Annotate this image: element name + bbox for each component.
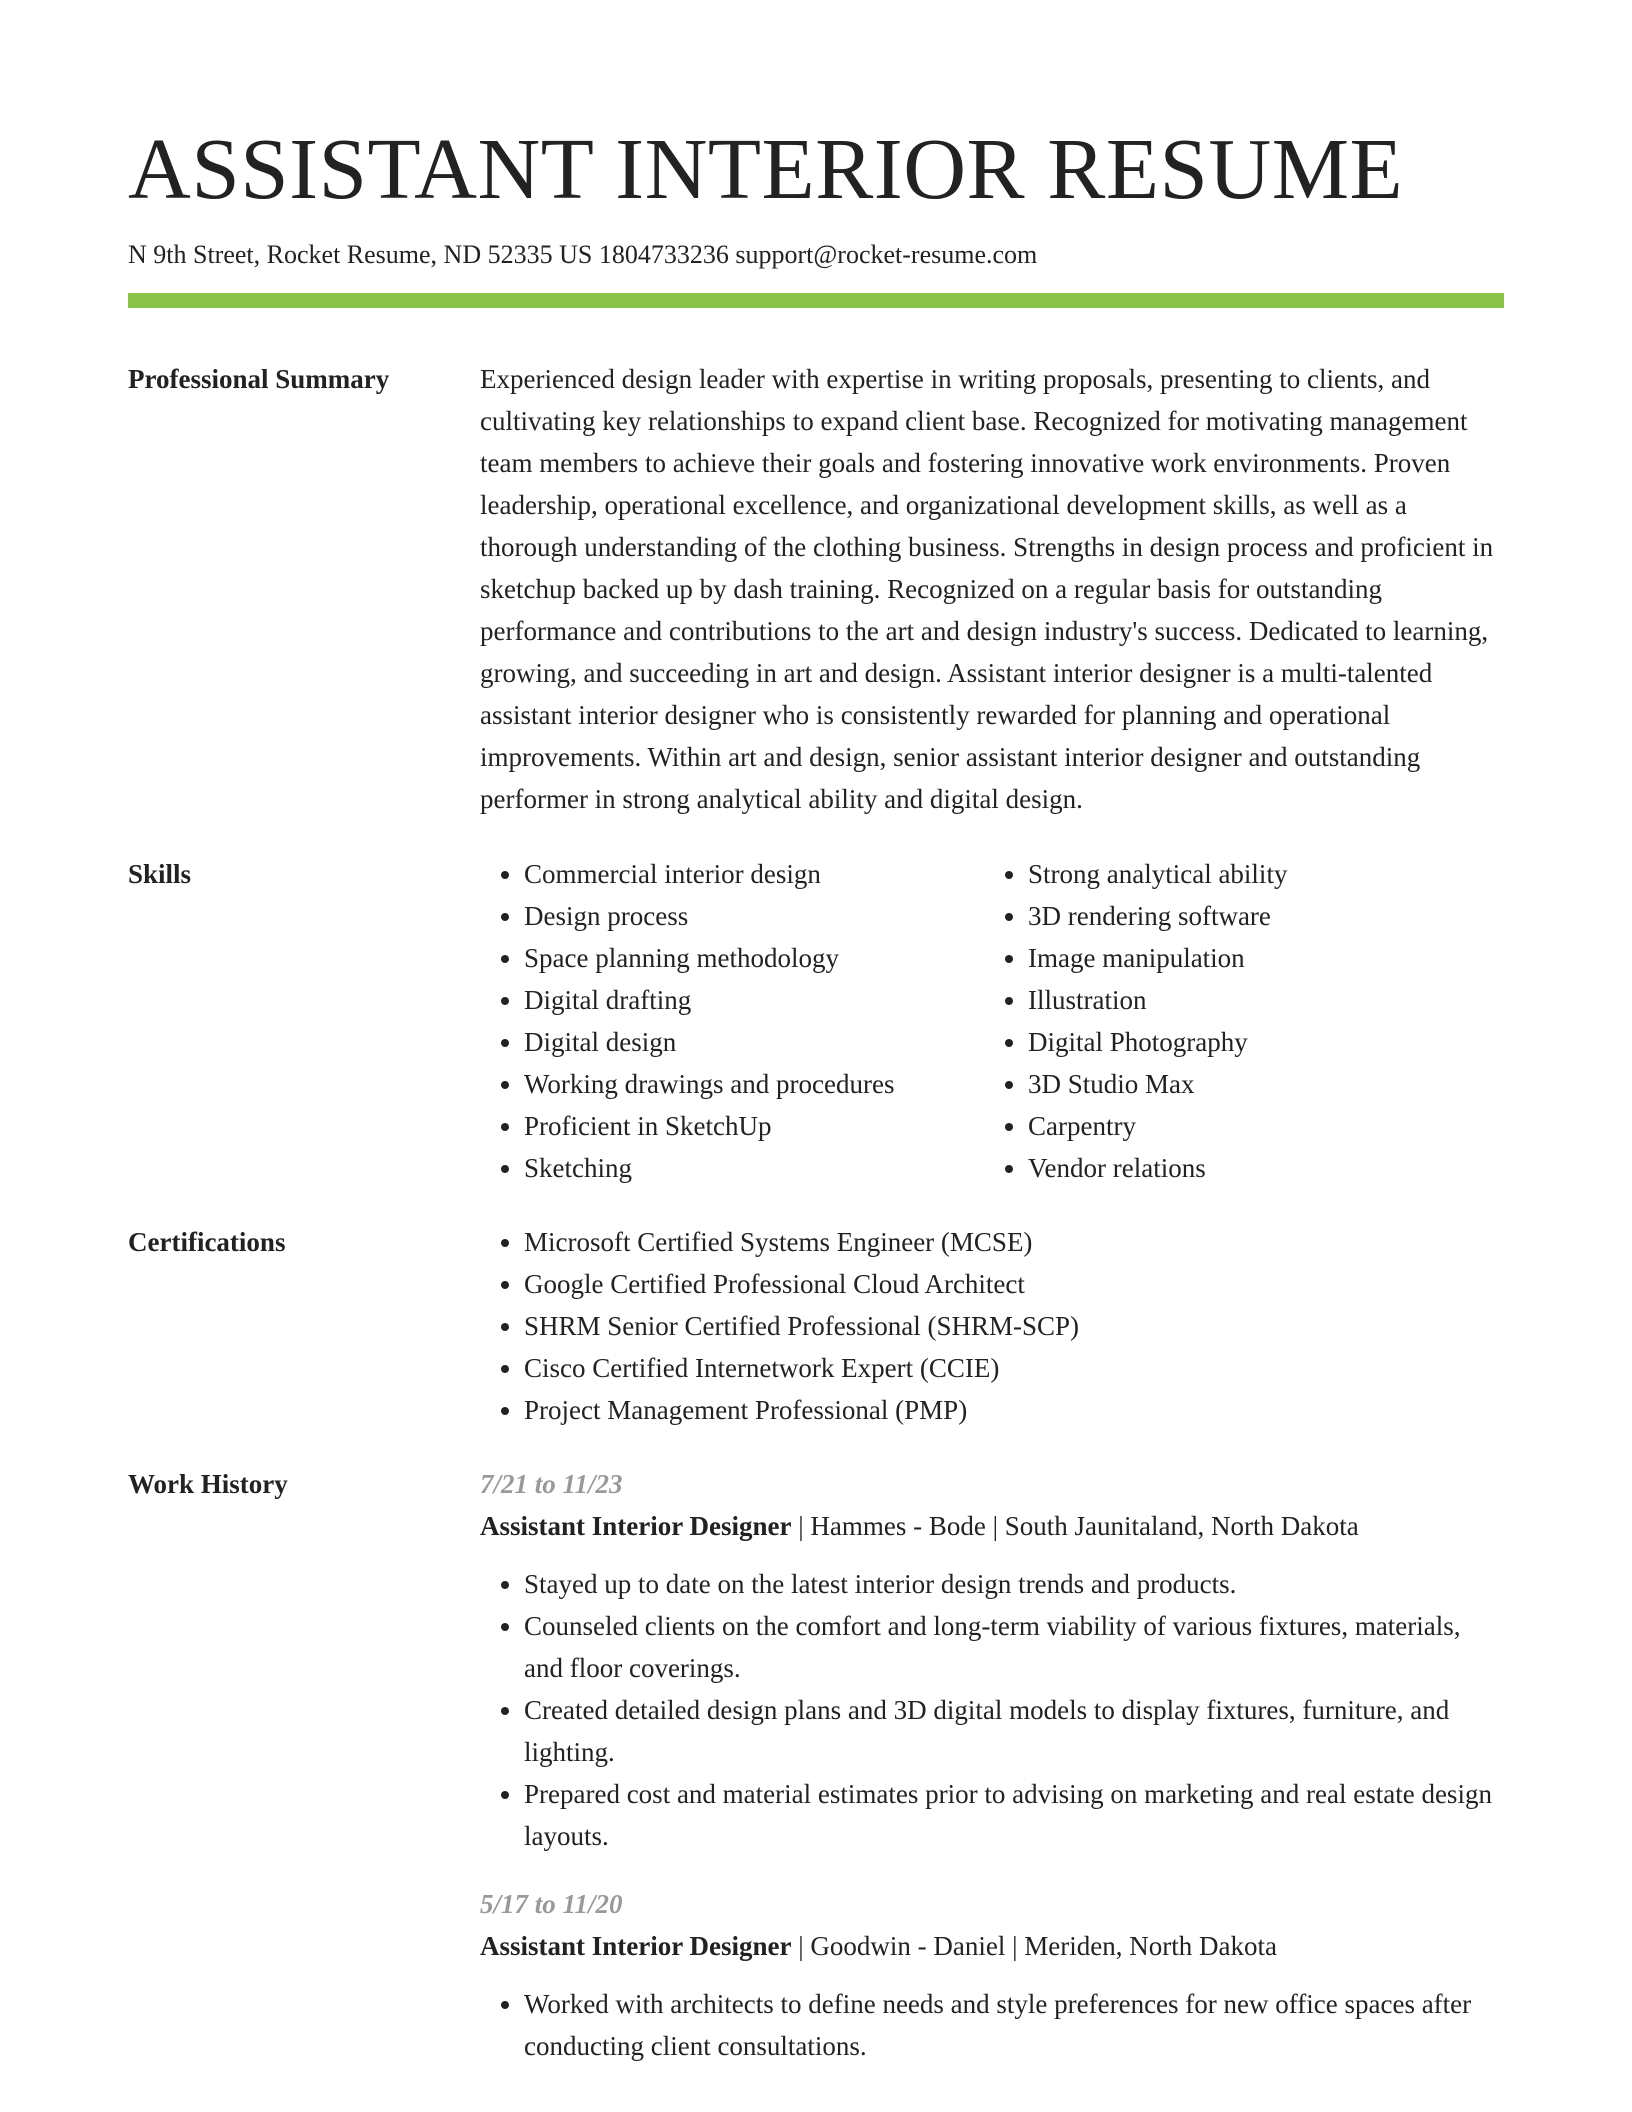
- skill-item: • Digital drafting: [524, 979, 984, 1021]
- skill-item: • Commercial interior design: [524, 853, 984, 895]
- job-bullet: • Stayed up to date on the latest interior design trends and products.: [524, 1563, 1504, 1605]
- job-bullet: • Prepared cost and material estimates prior to advising on marketing and real estate design layouts.: [524, 1773, 1504, 1857]
- resume-page: [128, 0, 1504, 2067]
- skills-list-left: [480, 853, 984, 1189]
- job-bullet-list: [480, 1983, 1504, 2067]
- section-heading: Professional Summary: [128, 364, 390, 394]
- certification-item: • Microsoft Certified Systems Engineer (MCSE): [524, 1221, 1504, 1263]
- certification-item: • SHRM Senior Certified Professional (SHRM-SCP): [524, 1305, 1504, 1347]
- section-heading: Work History: [128, 1469, 288, 1499]
- skill-item: • Proficient in SketchUp: [524, 1105, 984, 1147]
- job-entry: [480, 1463, 1504, 1857]
- job-bullet: • Counseled clients on the comfort and long-term viability of various fixtures, materials, and floor coverings.: [524, 1605, 1504, 1689]
- skill-item: • Carpentry: [1028, 1105, 1504, 1147]
- job-details: | Hammes - Bode | South Jaunitaland, North Dakota: [791, 1511, 1359, 1541]
- job-date: 7/21 to 11/23: [480, 1469, 623, 1499]
- section-heading: Certifications: [128, 1227, 286, 1257]
- skills-list-right: [984, 853, 1504, 1189]
- skill-item: • Design process: [524, 895, 984, 937]
- certification-item: • Google Certified Professional Cloud Architect: [524, 1263, 1504, 1305]
- certification-item: • Cisco Certified Internetwork Expert (CCIE): [524, 1347, 1504, 1389]
- job-title: Assistant Interior Designer: [480, 1931, 792, 1961]
- skill-item: • 3D rendering software: [1028, 895, 1504, 937]
- skill-item: • Vendor relations: [1028, 1147, 1504, 1189]
- certification-item: • Project Management Professional (PMP): [524, 1389, 1504, 1431]
- contact-info: N 9th Street, Rocket Resume, ND 52335 US 1804733236 support@rocket-resume.com: [128, 240, 1038, 269]
- skill-item: • Working drawings and procedures: [524, 1063, 984, 1105]
- skill-item: • Digital Photography: [1028, 1021, 1504, 1063]
- job-bullet-list: [480, 1563, 1504, 1857]
- certifications-list: [480, 1221, 1504, 1431]
- job-details: | Goodwin - Daniel | Meriden, North Dakota: [791, 1931, 1277, 1961]
- resume-title: ASSISTANT INTERIOR RESUME: [128, 120, 1404, 217]
- skill-item: • Strong analytical ability: [1028, 853, 1504, 895]
- job-bullet: • Worked with architects to define needs and style preferences for new office spaces after conducting client consultations.: [524, 1983, 1504, 2067]
- job-entry: [480, 1883, 1504, 2067]
- certifications-section: [128, 1221, 1504, 1431]
- skill-item: • Digital design: [524, 1021, 984, 1063]
- job-title: Assistant Interior Designer: [480, 1511, 792, 1541]
- professional-summary-section: [128, 358, 1504, 820]
- summary-text: Experienced design leader with expertise in writing proposals, presenting to clients, and cultivating key relationships to expand client base. Recognized for motivating management team members to achieve their goals and fostering innovative work environments. Proven leadership, operational excellence, and organizational development skills, as well as a thorough understanding of the clothing business. Strengths in design process and proficient in sketchup backed up by dash training. Recognized on a regular basis for outstanding performance and contributions to the art and design industry's success. Dedicated to learning, growing, and succeeding in art and design. Assistant interior designer is a multi-talented assistant interior designer who is consistently rewarded for planning and operational improvements. Within art and design, senior assistant interior designer and outstanding performer in strong analytical ability and digital design.: [480, 364, 1494, 814]
- skill-item: • Image manipulation: [1028, 937, 1504, 979]
- work-history-section: [128, 1463, 1504, 2067]
- skill-item: • Space planning methodology: [524, 937, 984, 979]
- job-date: 5/17 to 11/20: [480, 1889, 623, 1919]
- skill-item: • 3D Studio Max: [1028, 1063, 1504, 1105]
- skills-section: [128, 853, 1504, 1189]
- job-heading: [480, 1505, 1504, 1547]
- job-heading: [480, 1925, 1504, 1967]
- job-bullet: • Created detailed design plans and 3D digital models to display fixtures, furniture, and lighting.: [524, 1689, 1504, 1773]
- header-divider: [128, 293, 1504, 308]
- skill-item: • Sketching: [524, 1147, 984, 1189]
- section-heading: Skills: [128, 859, 192, 889]
- skill-item: • Illustration: [1028, 979, 1504, 1021]
